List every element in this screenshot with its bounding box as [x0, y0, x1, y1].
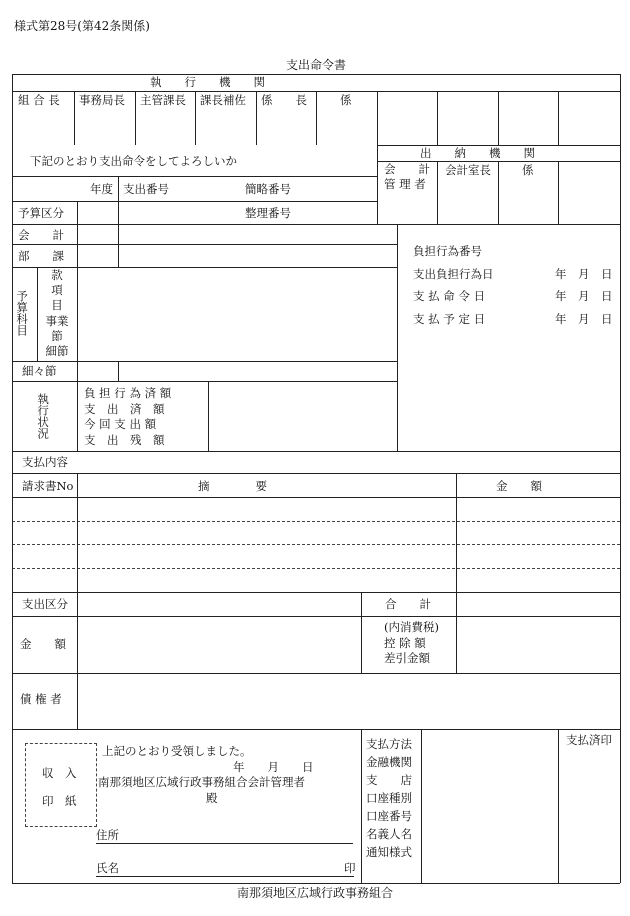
receipt-recipient: 南那須地区広域行政事務組合会計管理者 — [98, 775, 305, 789]
notification-format-label: 通知様式 — [366, 845, 412, 859]
abbrev-number-label: 簡略番号 — [245, 182, 291, 196]
stamp-box-line2: 印 紙 — [42, 794, 77, 808]
execution-item-committed: 負 担 行 為 済 額 — [84, 386, 172, 400]
commitment-number-date — [555, 240, 613, 263]
name-field[interactable] — [122, 860, 340, 876]
budget-items-list — [44, 268, 70, 359]
request-text: 下記のとおり支出命令をしてよろしいか — [30, 154, 237, 168]
creditor-label: 債 権 者 — [20, 692, 62, 706]
management-number-label: 整理番号 — [245, 206, 291, 220]
right-info-labels — [413, 240, 494, 330]
receipt-honorific: 殿 — [206, 791, 218, 805]
execution-status-label: 執行状況 — [36, 393, 51, 439]
payment-method-label: 支払方法 — [366, 737, 412, 751]
budget-subject-label: 予算科目 — [15, 290, 30, 336]
sub-section-label: 細々節 — [22, 364, 57, 378]
budget-item-jigyou: 事業 — [45, 313, 69, 328]
account-number-label: 口座番号 — [366, 809, 412, 823]
budget-item-kou: 項 — [51, 283, 63, 298]
total-label: 合 計 — [385, 597, 431, 611]
approval-extra-area[interactable] — [380, 94, 618, 142]
description-header: 摘 要 — [198, 479, 267, 493]
creditor-field[interactable] — [80, 676, 618, 726]
approval-union-head: 組 合 長 — [18, 93, 60, 107]
branch-label: 支 店 — [366, 773, 412, 787]
execution-item-paid: 支 出 済 額 — [84, 401, 165, 416]
amount-label: 金 額 — [20, 637, 66, 651]
expenditure-number-label: 支出番号 — [123, 182, 169, 196]
execution-item-remaining: 支 出 残 額 — [84, 432, 165, 447]
account-type-label: 口座種別 — [366, 791, 412, 805]
name-underline — [96, 876, 354, 877]
budget-category-label: 予算区分 — [18, 206, 64, 220]
account-label: 会 計 — [18, 228, 64, 242]
scheduled-payment-date-value: 年 月 日 — [555, 311, 613, 326]
scheduled-payment-date-label: 支 払 予 定 日 — [413, 311, 486, 326]
deduction-line: 控 除 額 — [384, 635, 426, 650]
payment-fields — [366, 735, 412, 861]
payment-order-date-label: 支 払 命 令 日 — [413, 289, 486, 303]
seal-mark: 印 — [344, 861, 356, 875]
tax-lines — [384, 620, 439, 667]
page-title: 支出命令書 — [286, 58, 347, 72]
address-label: 住所 — [96, 828, 119, 842]
revenue-stamp-box — [25, 743, 97, 827]
budget-item-saisetsu: 細節 — [45, 344, 69, 359]
net-amount-line: 差引金額 — [384, 651, 430, 665]
payment-details-field[interactable] — [424, 732, 556, 880]
executing-agency-header: 執 行 機 関 — [150, 75, 265, 89]
receipt-date: 年 月 日 — [233, 760, 314, 774]
accounting-manager-line: 会 計 管 理 者 — [384, 162, 430, 191]
execution-item-current: 今 回 支 出 額 — [84, 417, 157, 431]
receipt-text: 上記のとおり受領しました。 — [102, 744, 252, 758]
name-label: 氏名 — [96, 861, 119, 875]
accounting-manager-label — [384, 162, 430, 192]
approval-secretary-general: 事務局長 — [79, 93, 125, 107]
accounting-agency-header: 出 納 機 関 — [420, 146, 535, 160]
stamp-box-line1: 収 入 — [42, 766, 77, 780]
approval-section-chief: 主管課長 — [140, 93, 186, 107]
approval-staff: 係 — [340, 93, 352, 107]
account-holder-label: 名義人名 — [366, 827, 412, 841]
commitment-date-label: 支出負担行為日 — [413, 266, 494, 281]
footer-organization: 南那須地区広域行政事務組合 — [237, 886, 394, 900]
commitment-date-value: 年 月 日 — [555, 266, 613, 281]
approval-unit-chief: 係 長 — [261, 93, 307, 107]
approval-seal-area[interactable] — [18, 110, 373, 142]
accounting-chief-label: 会計室長 — [445, 163, 491, 177]
budget-item-moku: 目 — [51, 298, 63, 313]
approval-deputy-chief: 課長補佐 — [200, 93, 246, 107]
budget-item-setsu: 節 — [51, 328, 63, 343]
paid-stamp-label: 支払済印 — [566, 733, 612, 747]
accounting-staff-label: 係 — [522, 163, 534, 177]
invoice-no-header: 請求書No — [22, 479, 74, 493]
department-label: 部 課 — [18, 249, 64, 263]
form-number: 様式第28号(第42条関係) — [14, 19, 150, 33]
payment-content-label: 支払内容 — [22, 455, 68, 469]
execution-items-list — [84, 386, 171, 448]
right-info-dates — [555, 240, 613, 330]
commitment-number-label: 負担行為番号 — [413, 244, 482, 258]
consumption-tax-line: (内消費税) — [384, 620, 439, 634]
budget-item-kan: 款 — [51, 268, 63, 282]
payment-order-date-value: 年 月 日 — [555, 289, 613, 303]
address-field[interactable] — [122, 827, 352, 843]
expenditure-category-label: 支出区分 — [22, 597, 68, 611]
fiscal-year-label: 年度 — [90, 182, 113, 196]
bank-label: 金融機関 — [366, 755, 412, 769]
payment-content-field[interactable] — [80, 453, 618, 471]
amount-column-header: 金 額 — [496, 479, 542, 493]
address-underline — [96, 843, 353, 844]
